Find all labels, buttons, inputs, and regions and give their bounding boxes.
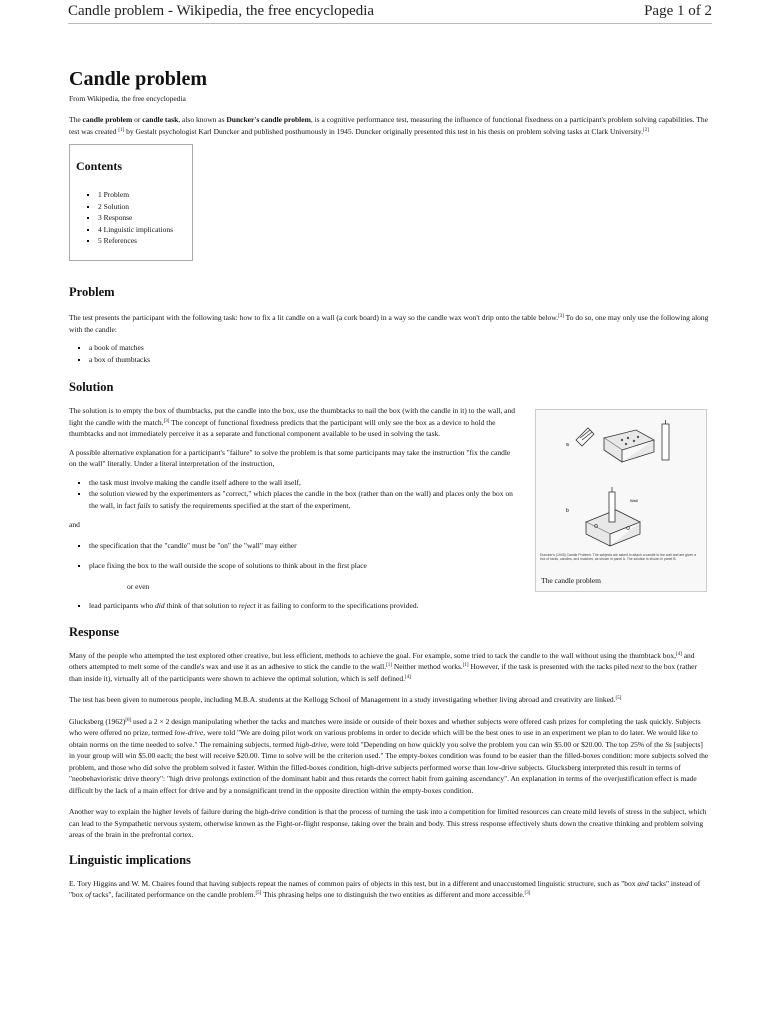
intro-bold-dunckers: Duncker's candle problem	[226, 115, 311, 124]
solution-list-4	[69, 600, 709, 612]
list-text: the solution viewed by the experimenters as "correct," which places the candle in the box (rather than on the wall) and places only the box on the wall, in fact	[89, 489, 513, 510]
citation-link[interactable]: [5]	[615, 696, 622, 701]
intro-paragraph	[69, 114, 709, 137]
citation-link[interactable]: [4]	[675, 651, 682, 657]
response-text: than low-drive subjects. Glucksberg interpreted this result in terms of "neobehavioristic drive theory": "high drive prolongs extinction of the dominant habit and thus retards the correct habit from gaining ascendancy". An explanation in terms of the overjustification effect is made difficult by the lack of a main effect for drive and by a nonsignificant trend in the opposite direction within the empty-boxes condition.	[69, 762, 697, 795]
solution-text: The solution is to empty the box of thumbtacks, put the candle into the box, use the thumbtacks to nail the box (with the candle in it) to the wall, and light the candle with the match.	[69, 406, 515, 427]
response-text: and others attempted to melt some of the candle's wax and use it as an adhesive to stick the candle to the wall.	[69, 650, 695, 671]
linguistic-italic: of	[85, 890, 92, 899]
list-text: it as failing to conform to the specifications provided.	[255, 601, 419, 610]
intro-text: , is a cognitive performance test, measuring the influence of functional fixedness on a participant's problem solving capabilities. The test was created	[69, 115, 708, 136]
response-text: [subjects] in your group will win $5.00 each; the best will receive $20.00. Time to solve will be the criterion used." The empty-boxes condition was found to be easier than the filled-boxes condition: more subjects solved the problem, and those who did solve the problem solved it faster. Within the filled-boxes condition, high-drive subjects performed	[69, 739, 709, 772]
citation-link[interactable]: [1]	[462, 663, 469, 668]
problem-text: The test presents the participant with the following task: how to fix a lit candle on a wall (a cork board) in a way so the candle wax won't drip onto the table below.	[69, 313, 559, 322]
intro-bold-candle-task: candle task	[142, 115, 179, 124]
candle-problem-figure[interactable]	[535, 409, 707, 592]
problem-list	[69, 342, 709, 365]
citation-link[interactable]: [3]	[558, 314, 564, 319]
response-paragraph-4: Another way to explain the higher levels of failure during the high-drive condition is that the process of turning the task into a competition for limited resources can create mild levels of stress in the subject, which can lead to the Sympathetic nervous system, otherwise known as the Fight-or-flight response, taking over the brain and body. This stress response effectively shuts down the creative thinking and problem solving areas of the brain in the prefrontal cortex.	[69, 807, 707, 839]
citation-link[interactable]: [3]	[163, 418, 170, 424]
response-text: Many of the people who attempted the test explored other creative, but less efficient, methods to achieve the goal. For example, some tried to tack the candle to the wall without using the thumbtack box,	[69, 650, 676, 660]
linguistic-text: E. Tory Higgins and W. M. Chaires found that having subjects repeat the names of common pairs of objects in this test, but in a different and unaccustomed linguistic structure, such as "box	[69, 878, 638, 888]
citation-link[interactable]: [1]	[118, 127, 125, 133]
linguistic-text: This phrasing helps one to distinguish the two entities as different and more accessible.	[261, 890, 525, 899]
solution-paragraph-2: A possible alternative explanation for a participant's "failure" to solve the problem is that some participants may take the instruction "fix the candle on the wall" literally. Under a literal interpretation of the instruction,	[69, 447, 511, 468]
problem-text: To do so, one may only use the following along with the candle:	[69, 313, 709, 334]
heading-response: Response	[69, 624, 120, 639]
linguistic-paragraph	[69, 878, 709, 901]
wall-label: Wall	[630, 498, 638, 503]
response-text: However, if the task is presented with the tacks piled	[468, 662, 631, 671]
list-text: to satisfy the requirements specified at the start of the experiment,	[150, 500, 351, 510]
citation-link[interactable]: [4]	[404, 674, 411, 680]
intro-bold-candle-problem: candle problem	[82, 115, 133, 124]
table-of-contents	[69, 144, 193, 261]
citation-link[interactable]: [3]	[524, 891, 531, 896]
response-text: , were told "We are doing pilot work on various problems in order to decide which will be the best ones to use in an experiment we plan to do later. We would like to obtain norms on the time needed to solve." The remaining subjects, termed	[69, 728, 698, 749]
toc-title: Contents	[76, 159, 123, 173]
intro-text: by Gestalt psychologist Karl Duncker and published posthumously in 1945. Duncker originally presented this test in his thesis on problem solving tasks at Clark University.	[124, 126, 644, 136]
intro-text: The	[69, 115, 83, 124]
solution-text: The concept of functional fixedness predicts that the participant will only see the box as a device to hold the thumbtacks and not immediately perceive it as a separate and functional component available to be used in solving the task.	[69, 417, 496, 438]
or-even-text: or even	[127, 581, 150, 591]
and-text: and	[69, 520, 80, 529]
figure-caption: The candle problem	[541, 576, 601, 585]
problem-paragraph	[69, 312, 709, 335]
toc-item-solution[interactable]: ▪ 2 Solution	[98, 201, 186, 213]
citation-link[interactable]: [6]	[125, 717, 132, 723]
response-text: to the box (rather than inside it), virtually all of the participants were shown to achieve the optimal solution, which is self defined.	[69, 662, 697, 683]
candle-drawing	[662, 420, 669, 460]
header-divider	[68, 23, 712, 24]
response-italic: high-drive	[295, 739, 327, 749]
toc-item-linguistic[interactable]: ▪ 4 Linguistic implications	[98, 224, 186, 236]
linguistic-text: tacks" instead of "box	[69, 878, 701, 899]
response-paragraph-2	[69, 694, 709, 706]
list-item: ▪ place fixing the box to the wall outside the scope of solutions to think about in the first place	[89, 560, 709, 572]
citation-link[interactable]: [2]	[643, 127, 649, 133]
heading-linguistic: Linguistic implications	[69, 852, 191, 867]
panel-a-label: a	[566, 442, 569, 448]
list-italic: fails	[137, 500, 151, 510]
candle-illustration	[536, 410, 706, 570]
list-item	[89, 488, 519, 511]
response-paragraph-1	[69, 650, 709, 685]
page-header	[68, 0, 712, 22]
response-italic: low-drive	[174, 728, 204, 737]
list-text: think of that solution to	[164, 601, 239, 610]
list-item	[89, 600, 709, 612]
list-italic: did	[155, 601, 165, 610]
tack-box-drawing	[604, 430, 654, 462]
solution-candle-drawing	[609, 487, 615, 522]
citation-link[interactable]: [5]	[255, 891, 262, 896]
intro-text: , also known as	[178, 115, 227, 124]
matchbook-drawing	[576, 428, 594, 446]
header-title: Candle problem - Wikipedia, the free encyclopedia	[68, 2, 375, 19]
response-italic: next	[630, 662, 644, 671]
article-title: Candle problem	[69, 68, 207, 90]
list-italic: reject	[238, 601, 256, 610]
response-text: Glucksberg (1962)	[69, 716, 126, 726]
response-italic: Ss	[665, 739, 672, 749]
linguistic-italic: and	[637, 878, 649, 888]
linguistic-text: tacks", facilitated performance on the candle problem.	[91, 890, 256, 899]
response-text: The test has been given to numerous people, including M.B.A. students at the Kellogg School of Management in a study investigating whether living abroad and creativity are linked.	[69, 695, 616, 704]
toc-item-response[interactable]: ▪ 3 Response	[98, 212, 186, 224]
solution-list	[69, 477, 519, 512]
list-item: ▪ the specification that the "candle" must be "on" the "wall" may either	[89, 540, 709, 552]
list-item: ▪ the task must involve making the candle itself adhere to the wall itself,	[89, 477, 519, 489]
solution-paragraph-1	[69, 405, 519, 440]
figure-small-caption: Duncker's (1945) Candle Problem. The subjects are asked to attach a candle to the wall and are given a box of tacks, candles, and matches, as shown in panel A. The solution is shown in panel B.	[540, 553, 697, 562]
list-text: lead participants who	[89, 601, 156, 610]
article-subtitle: From Wikipedia, the free encyclopedia	[69, 94, 186, 103]
list-item: ▪ a box of thumbtacks	[89, 354, 709, 366]
toc-item-problem[interactable]: ▪ 1 Problem	[98, 189, 186, 201]
intro-text: or	[132, 115, 143, 124]
toc-item-references[interactable]: ▪ 5 References	[98, 235, 186, 247]
heading-solution: Solution	[69, 380, 114, 394]
response-italic: worse	[452, 762, 471, 772]
response-paragraph-3	[69, 716, 709, 797]
response-text: , were told "Depending on how quickly you solve the problem you can win $5.00 or $20.00. The top 25% of the	[326, 739, 666, 749]
page-number: Page 1 of 2	[644, 2, 712, 19]
response-text: Neither method works.	[391, 662, 463, 671]
list-item: ▪ a book of matches	[89, 342, 709, 354]
citation-link[interactable]: [1]	[386, 663, 392, 668]
panel-b-label: b	[566, 508, 569, 514]
response-text: used a 2 × 2 design manipulating whether the tacks and matches were inside or outside of their boxes and whether subjects were offered cash prizes for completing the task quickly. Subjects who were offered no prize, termed	[69, 716, 701, 737]
heading-problem: Problem	[69, 285, 115, 299]
